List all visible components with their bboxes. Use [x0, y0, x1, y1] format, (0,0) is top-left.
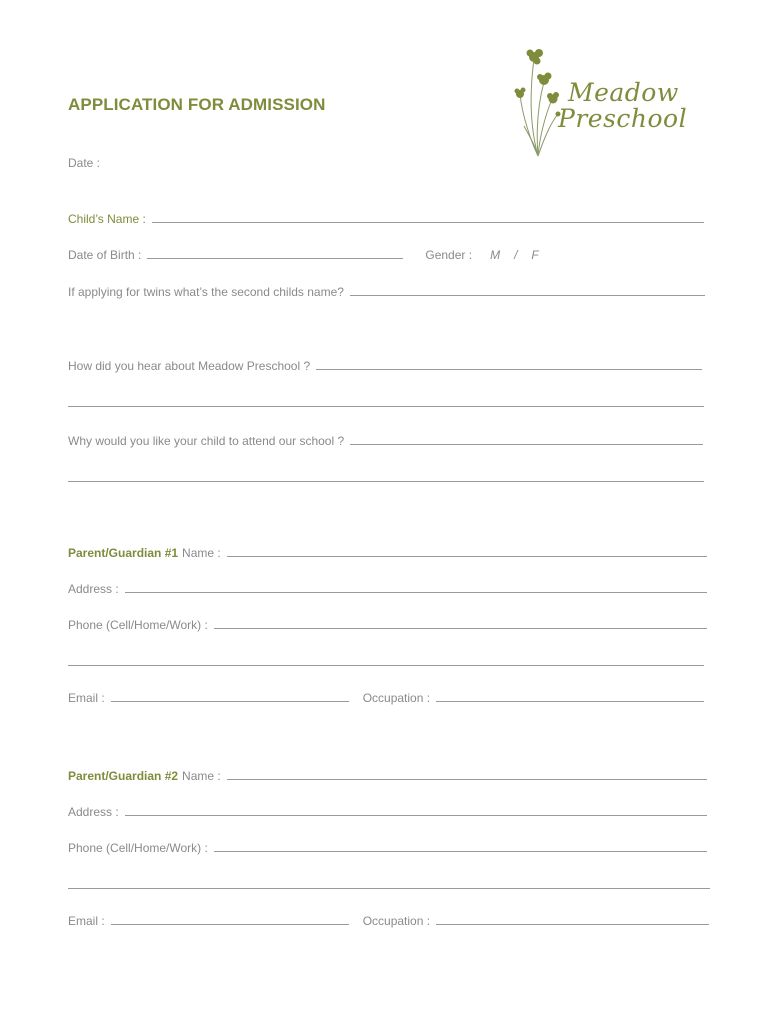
guardian2-phone-label: Phone (Cell/Home/Work) : [68, 841, 208, 855]
guardian1-phone-continued[interactable] [68, 665, 704, 666]
why-row [68, 432, 703, 448]
logo-text-preschool: Preschool [558, 104, 688, 133]
dob-label: Date of Birth : [68, 248, 142, 262]
child-name-row [68, 210, 704, 226]
hear-row [68, 357, 702, 373]
child-name-field[interactable] [152, 222, 704, 223]
guardian1-phone-label: Phone (Cell/Home/Work) : [68, 618, 208, 632]
twins-name-field[interactable] [350, 295, 705, 296]
hear-field-continued[interactable] [68, 406, 704, 407]
dob-field[interactable] [147, 258, 403, 259]
guardian2-address-row [68, 803, 707, 819]
guardian1-address-field[interactable] [125, 592, 707, 593]
guardian1-address-row [68, 580, 707, 596]
date-label: Date : [68, 156, 101, 170]
hear-field[interactable] [316, 369, 702, 370]
guardian1-name-label: Name : [182, 546, 221, 560]
guardian2-phone-row [68, 839, 707, 855]
guardian2-phone-field[interactable] [214, 851, 707, 852]
guardian2-name-field[interactable] [227, 779, 707, 780]
gender-label: Gender : [425, 248, 473, 262]
guardian1-name-field[interactable] [227, 556, 707, 557]
twins-label: If applying for twins what’s the second childs name? [68, 285, 344, 299]
guardian1-email-label: Email : [68, 691, 105, 705]
guardian1-address-label: Address : [68, 582, 119, 596]
why-label: Why would you like your child to attend our school ? [68, 434, 345, 448]
guardian1-email-field[interactable] [111, 701, 349, 702]
guardian2-email-label: Email : [68, 914, 105, 928]
flower-icon [510, 44, 570, 159]
guardian1-heading: Parent/Guardian #1 [68, 546, 179, 560]
guardian2-email-row [68, 912, 709, 928]
guardian2-name-label: Name : [182, 769, 221, 783]
why-field[interactable] [350, 444, 703, 445]
twins-row [68, 283, 705, 299]
child-name-label: Child’s Name : [68, 212, 146, 226]
guardian2-address-label: Address : [68, 805, 119, 819]
date-row [68, 154, 106, 170]
dob-gender-row [68, 246, 568, 262]
guardian1-occupation-label: Occupation : [362, 691, 431, 705]
gender-separator: / [514, 248, 518, 262]
guardian1-phone-row [68, 616, 707, 632]
guardian1-phone-field[interactable] [214, 628, 707, 629]
hear-label: How did you hear about Meadow Preschool ? [68, 359, 311, 373]
logo-text-meadow: Meadow [568, 78, 679, 107]
page-title: APPLICATION FOR ADMISSION [68, 95, 326, 114]
guardian2-occupation-field[interactable] [436, 924, 709, 925]
gender-option-f[interactable]: F [531, 248, 539, 262]
guardian2-phone-continued[interactable] [68, 888, 710, 889]
guardian1-email-row [68, 689, 704, 705]
school-logo [510, 44, 720, 159]
guardian2-occupation-label: Occupation : [362, 914, 431, 928]
guardian2-name-row [68, 767, 707, 783]
guardian2-heading: Parent/Guardian #2 [68, 769, 179, 783]
guardian1-name-row [68, 544, 707, 560]
why-field-continued[interactable] [68, 481, 704, 482]
guardian1-occupation-field[interactable] [436, 701, 704, 702]
guardian2-address-field[interactable] [125, 815, 707, 816]
guardian2-email-field[interactable] [111, 924, 349, 925]
gender-option-m[interactable]: M [490, 248, 501, 262]
